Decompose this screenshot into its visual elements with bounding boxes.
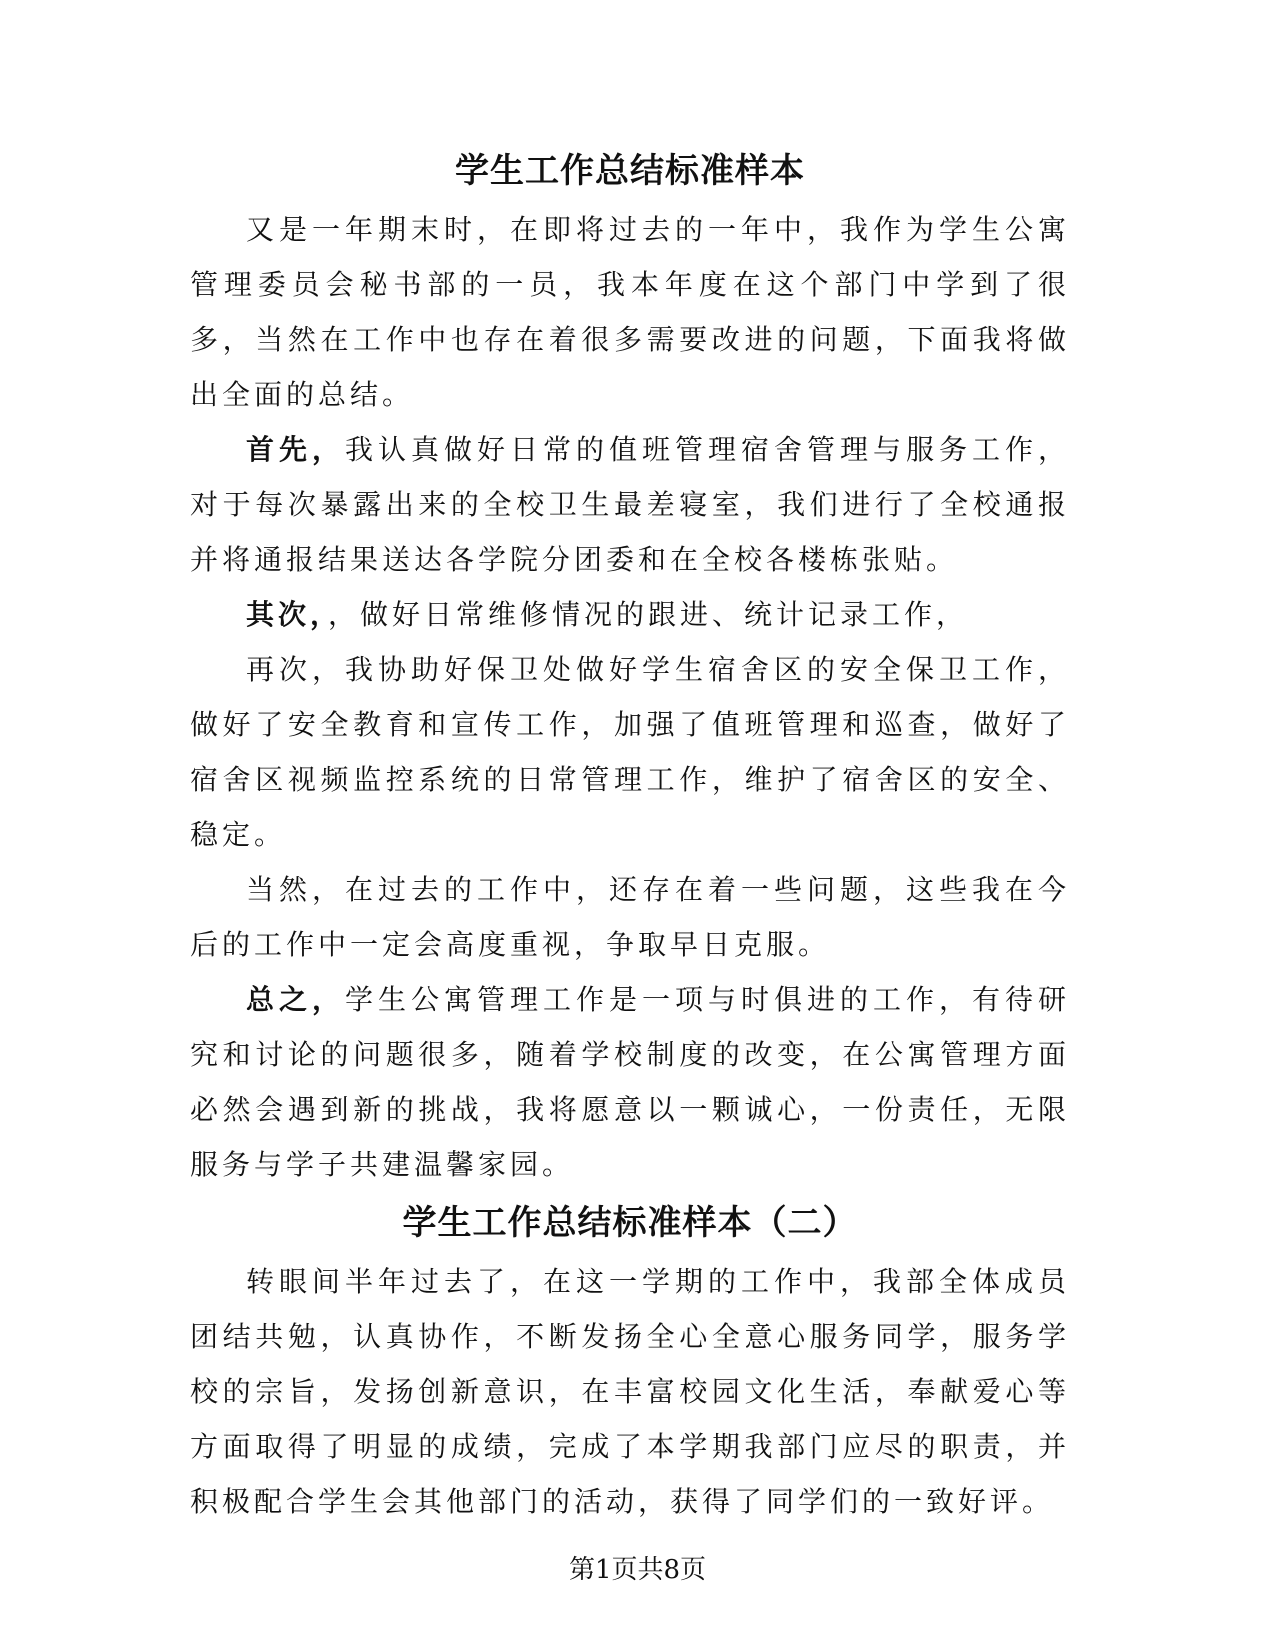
paragraph-body: 学生公寓管理工作是一项与时俱进的工作，有待研究和讨论的问题很多，随着学校制度的改变，在公寓管理方面必然会遇到新的挑战，我将愿意以一颗诚心，一份责任，无限服务与学子共建温馨家园。	[190, 983, 1070, 1181]
section1-paragraph-2	[190, 422, 1070, 587]
paragraph-lead-second: 其次，	[246, 598, 329, 631]
paragraph-body: 我认真做好日常的值班管理宿舍管理与服务工作，对于每次暴露出来的全校卫生最差寝室，我们进行了全校通报并将通报结果送达各学院分团委和在全校各楼栋张贴。	[190, 433, 1070, 576]
page-number-footer: 第1页共8页	[568, 1555, 707, 1585]
section1-paragraph-6	[190, 972, 1070, 1192]
section2-title: 学生工作总结标准样本（二）	[402, 1203, 858, 1243]
paragraph-body: ，做好日常维修情况的跟进、统计记录工作，	[328, 598, 969, 631]
section1-paragraph-3	[190, 587, 1070, 642]
paragraph-lead-first: 首先，	[246, 433, 345, 466]
section1-paragraph-5: 当然，在过去的工作中，还存在着一些问题，这些我在今后的工作中一定会高度重视，争取早日克服。	[190, 873, 1070, 961]
document-content	[190, 140, 1070, 1529]
section2-paragraph-1: 转眼间半年过去了，在这一学期的工作中，我部全体成员团结共勉，认真协作，不断发扬全心全意心服务同学，服务学校的宗旨，发扬创新意识，在丰富校园文化生活，奉献爱心等方面取得了明显的成绩，完成了本学期我部门应尽的职责，并积极配合学生会其他部门的活动，获得了同学们的一致好评。	[190, 1265, 1070, 1518]
section1-paragraph-1: 又是一年期末时，在即将过去的一年中，我作为学生公寓管理委员会秘书部的一员，我本年度在这个部门中学到了很多，当然在工作中也存在着很多需要改进的问题，下面我将做出全面的总结。	[190, 213, 1070, 411]
section1-paragraph-4: 再次，我协助好保卫处做好学生宿舍区的安全保卫工作，做好了安全教育和宣传工作，加强了值班管理和巡查，做好了宿舍区视频监控系统的日常管理工作，维护了宿舍区的安全、稳定。	[190, 653, 1070, 851]
paragraph-lead-conclusion: 总之，	[246, 983, 345, 1016]
section1-title: 学生工作总结标准样本	[455, 151, 805, 191]
